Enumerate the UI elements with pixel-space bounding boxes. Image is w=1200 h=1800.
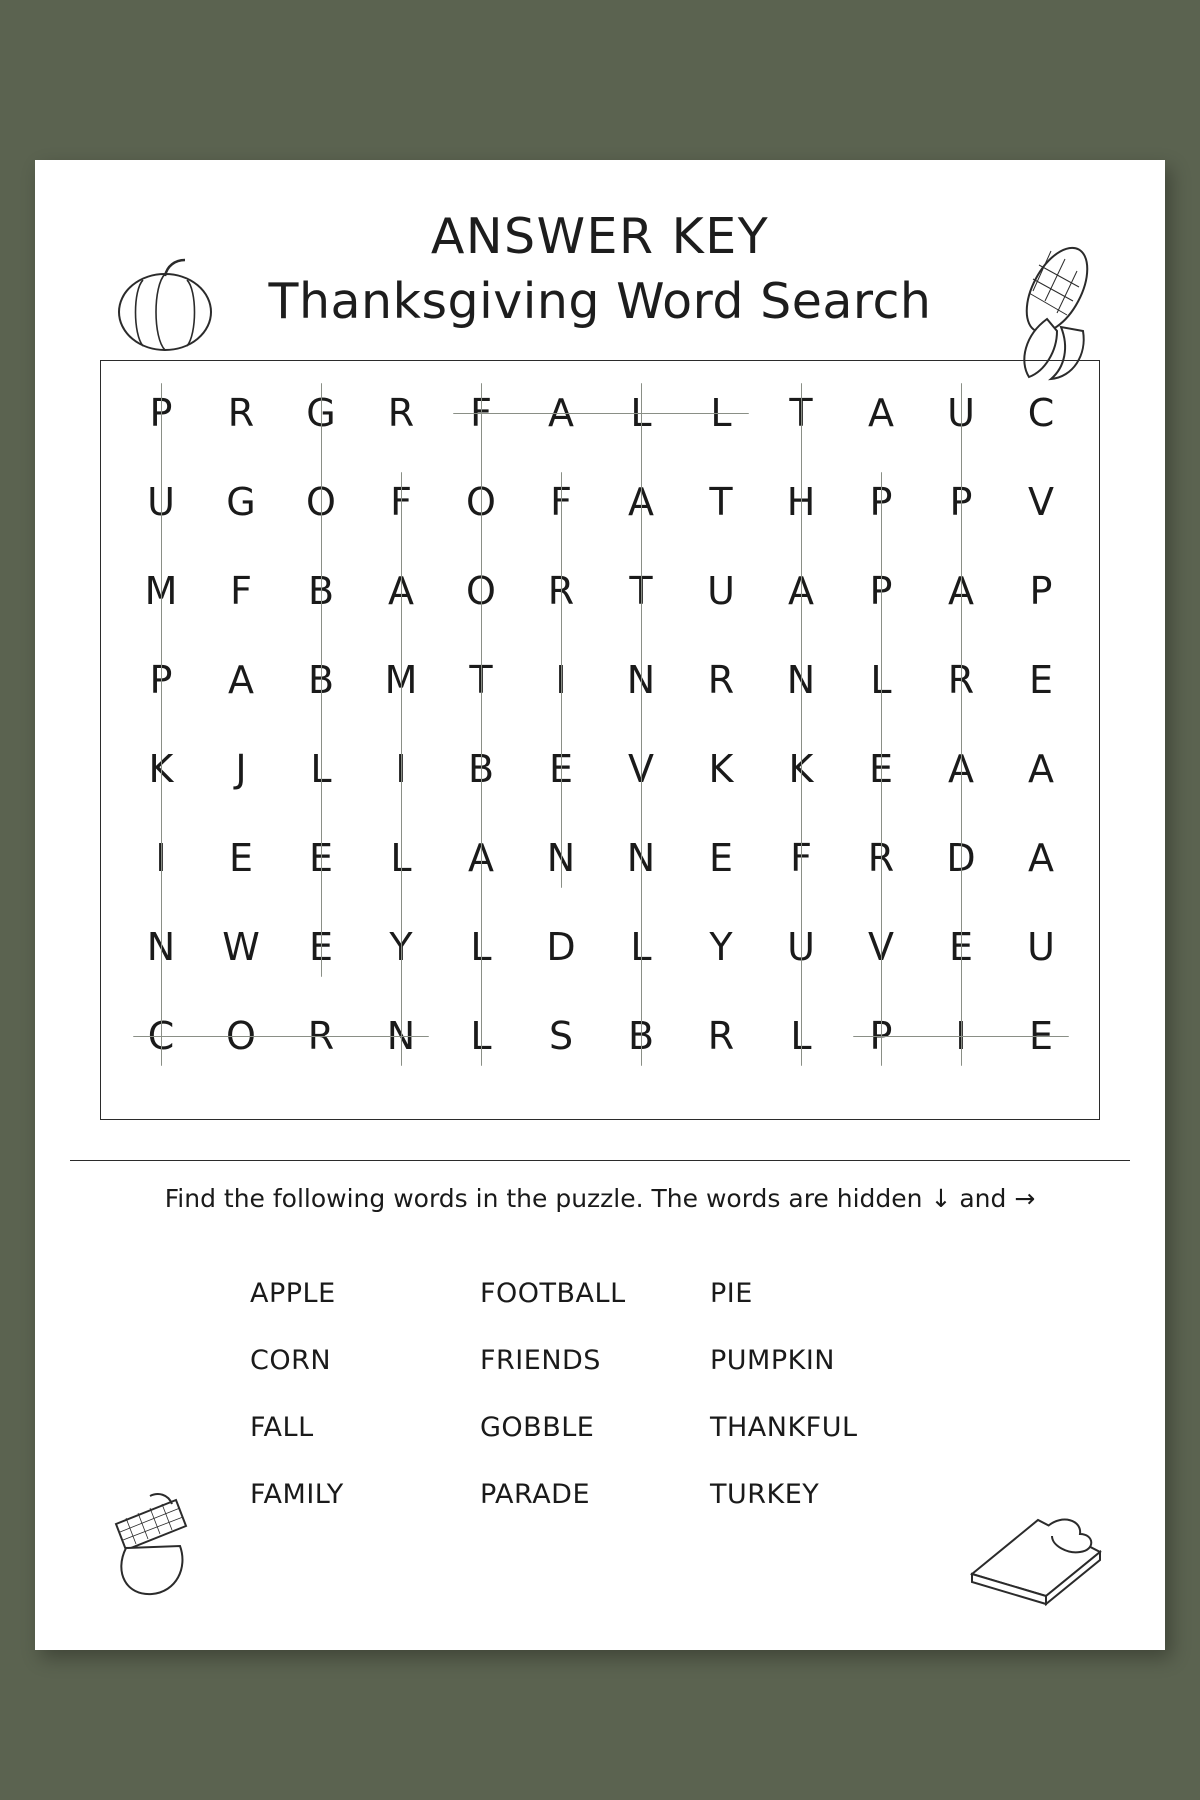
grid-letter: L	[630, 925, 652, 969]
grid-letter: P	[869, 480, 893, 524]
grid-letter: T	[629, 569, 653, 613]
grid-letter: N	[626, 658, 656, 702]
grid-letter: E	[1028, 1014, 1053, 1058]
acorn-icon	[80, 1490, 210, 1610]
grid-letter: C	[1027, 391, 1055, 435]
grid-letter: N	[146, 925, 176, 969]
pie-slice-icon	[960, 1500, 1110, 1610]
grid-letter: R	[307, 1014, 335, 1058]
grid-letter: A	[788, 569, 814, 613]
grid-letter: K	[708, 747, 734, 791]
grid-letter: L	[870, 658, 892, 702]
grid-letter: L	[710, 391, 732, 435]
grid-letter: O	[466, 480, 496, 524]
grid-letter: P	[149, 391, 173, 435]
grid-letter: T	[469, 658, 493, 702]
grid-letter: M	[144, 569, 178, 613]
grid-letter: V	[1028, 480, 1054, 524]
page-title: ANSWER KEY	[430, 208, 770, 265]
grid-letter: F	[390, 480, 412, 524]
word-list-item: PIE	[710, 1278, 753, 1309]
grid-letter: E	[708, 836, 733, 880]
grid-letter: N	[386, 1014, 416, 1058]
word-list	[250, 1260, 950, 1528]
grid-letter: I	[955, 1014, 967, 1058]
grid-letter: E	[228, 836, 253, 880]
grid-letter: S	[548, 1014, 574, 1058]
grid-letter: A	[468, 836, 494, 880]
grid-letter: L	[310, 747, 332, 791]
grid-letter: F	[470, 391, 492, 435]
grid-letter: F	[230, 569, 252, 613]
grid-letter: K	[148, 747, 174, 791]
word-list-item: FAMILY	[250, 1479, 344, 1510]
grid-letter: G	[306, 391, 336, 435]
grid-letter: P	[949, 480, 973, 524]
grid-letter: J	[235, 747, 247, 791]
grid-letter: P	[869, 569, 893, 613]
grid-letter: A	[948, 747, 974, 791]
grid-letter: E	[948, 925, 973, 969]
grid-letter: E	[308, 925, 333, 969]
grid-letter: A	[1028, 836, 1054, 880]
grid-letter: D	[546, 925, 576, 969]
grid-letter: F	[550, 480, 572, 524]
grid-letter: O	[466, 569, 496, 613]
grid-letter: R	[707, 1014, 735, 1058]
grid-letter: A	[388, 569, 414, 613]
instructions-text: Find the following words in the puzzle. The words are hidden ↓ and →	[164, 1184, 1036, 1213]
word-list-item: APPLE	[250, 1278, 336, 1309]
grid-letter: A	[948, 569, 974, 613]
grid-letter: B	[307, 569, 335, 613]
grid-letter: L	[790, 1014, 812, 1058]
grid-letter: U	[787, 925, 815, 969]
grid-letter: O	[226, 1014, 256, 1058]
word-list-item: PUMPKIN	[710, 1345, 835, 1376]
grid-letter: I	[555, 658, 567, 702]
grid-letter: B	[467, 747, 495, 791]
word-list-item: TURKEY	[710, 1479, 820, 1510]
grid-letter: R	[707, 658, 735, 702]
word-search-grid-frame	[100, 360, 1100, 1120]
grid-letter: L	[470, 925, 492, 969]
grid-letter: P	[869, 1014, 893, 1058]
grid-letter: C	[147, 1014, 175, 1058]
grid-letter: U	[947, 391, 975, 435]
grid-letter: N	[546, 836, 576, 880]
grid-letter: A	[1028, 747, 1054, 791]
grid-letter: E	[548, 747, 573, 791]
word-list-item: THANKFUL	[710, 1412, 858, 1443]
word-search-grid[interactable]	[101, 361, 1101, 1121]
grid-letter: Y	[709, 925, 733, 969]
word-list-item: PARADE	[480, 1479, 591, 1510]
grid-letter: F	[790, 836, 812, 880]
grid-letter: P	[1029, 569, 1053, 613]
grid-letter: V	[868, 925, 894, 969]
grid-letter: B	[307, 658, 335, 702]
title-block	[35, 160, 1165, 330]
grid-letter: M	[384, 658, 418, 702]
grid-letter: T	[789, 391, 813, 435]
grid-letter: U	[147, 480, 175, 524]
grid-letter: T	[709, 480, 733, 524]
grid-letter: A	[628, 480, 654, 524]
section-divider	[70, 1160, 1130, 1161]
grid-letter: L	[630, 391, 652, 435]
word-list-item: FALL	[250, 1412, 314, 1443]
grid-letter: R	[947, 658, 975, 702]
grid-letter: H	[786, 480, 816, 524]
grid-letter: N	[786, 658, 816, 702]
grid-letter: B	[627, 1014, 655, 1058]
page-subtitle: Thanksgiving Word Search	[268, 273, 932, 330]
grid-letter: V	[628, 747, 654, 791]
grid-letter: A	[228, 658, 254, 702]
grid-letter: Y	[389, 925, 413, 969]
grid-letter: R	[867, 836, 895, 880]
grid-letter: E	[868, 747, 893, 791]
grid-letter: R	[547, 569, 575, 613]
grid-letter: D	[946, 836, 976, 880]
grid-letter: I	[155, 836, 167, 880]
grid-letter: U	[707, 569, 735, 613]
grid-letter: E	[308, 836, 333, 880]
grid-letter: A	[868, 391, 894, 435]
grid-letter: O	[306, 480, 336, 524]
grid-letter: K	[788, 747, 814, 791]
word-list-item: GOBBLE	[480, 1412, 595, 1443]
grid-letter: I	[395, 747, 407, 791]
grid-letter: W	[222, 925, 260, 969]
grid-letter: R	[227, 391, 255, 435]
grid-letter: L	[390, 836, 412, 880]
grid-letter: E	[1028, 658, 1053, 702]
grid-letter: U	[1027, 925, 1055, 969]
word-list-item: CORN	[250, 1345, 332, 1376]
worksheet-page	[35, 160, 1165, 1650]
word-list-item: FRIENDS	[480, 1345, 601, 1376]
word-list-item: FOOTBALL	[480, 1278, 626, 1309]
grid-letter: G	[226, 480, 256, 524]
grid-letter: L	[470, 1014, 492, 1058]
grid-letter: P	[149, 658, 173, 702]
grid-letter: R	[387, 391, 415, 435]
grid-letter: N	[626, 836, 656, 880]
grid-letter: A	[548, 391, 574, 435]
